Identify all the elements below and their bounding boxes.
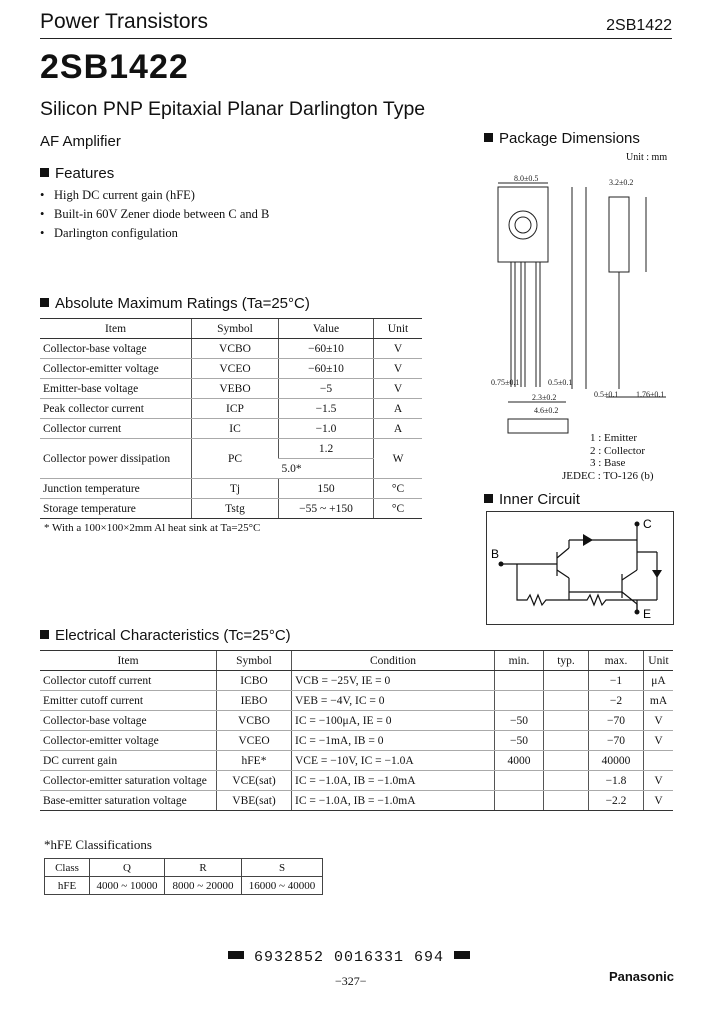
hfe-class-heading: *hFE Classifications: [44, 837, 152, 852]
table-cell: [544, 731, 589, 751]
table-cell: Collector cutoff current: [40, 671, 217, 691]
diode-icon: [652, 570, 662, 578]
table-cell: −2: [589, 691, 644, 711]
table-row: [40, 359, 422, 379]
inner-circuit-box: [486, 511, 674, 625]
col-header: Item: [40, 651, 217, 671]
table-cell: Class: [45, 859, 90, 877]
part-title: 2SB1422: [40, 48, 189, 86]
table-cell: [544, 751, 589, 771]
table-cell: V: [374, 379, 423, 399]
table-cell: −50: [495, 711, 544, 731]
table-cell: V: [644, 771, 674, 791]
svg-text:1.76±0.1: 1.76±0.1: [636, 390, 665, 399]
table-cell: VCB = −25V, IE = 0: [292, 671, 495, 691]
table-row: [40, 671, 673, 691]
page-number: −327−: [335, 974, 367, 988]
table-cell: [495, 671, 544, 691]
table-cell: IC: [192, 419, 279, 439]
bar-mark-icon: [228, 951, 244, 959]
inner-circuit-schematic: [487, 512, 673, 624]
square-bullet-icon: [40, 168, 49, 177]
table-cell: Emitter-base voltage: [40, 379, 192, 399]
table-row: [40, 731, 673, 751]
table-cell: VCBO: [192, 339, 279, 359]
table-cell: −5: [279, 379, 374, 399]
table-cell: IC = −1mA, IB = 0: [292, 731, 495, 751]
table-cell: Base-emitter saturation voltage: [40, 791, 217, 811]
table-cell: Q: [90, 859, 165, 877]
table-cell: IEBO: [217, 691, 292, 711]
pin-label: 3 : Base: [590, 457, 626, 469]
table-cell: [544, 691, 589, 711]
svg-text:4.6±0.2: 4.6±0.2: [534, 406, 559, 415]
table-cell: −1: [589, 671, 644, 691]
table-row: [40, 419, 422, 439]
col-header: Unit: [374, 319, 423, 339]
table-cell: Tj: [192, 479, 279, 499]
electrical-table: [40, 650, 673, 811]
table-cell: 4000: [495, 751, 544, 771]
table-cell: ICBO: [217, 671, 292, 691]
table-cell: R: [165, 859, 242, 877]
col-header: Value: [279, 319, 374, 339]
table-cell: DC current gain: [40, 751, 217, 771]
inner-circuit-heading: Inner Circuit: [484, 491, 580, 508]
pin-label: 2 : Collector: [590, 444, 645, 457]
table-cell: VCEO: [217, 731, 292, 751]
table-row: [40, 339, 422, 359]
table-cell: 150: [279, 479, 374, 499]
table-cell: −1.0: [279, 419, 374, 439]
table-cell: −60±10: [279, 359, 374, 379]
col-header: Symbol: [192, 319, 279, 339]
table-cell: −50: [495, 731, 544, 751]
table-row: [40, 479, 422, 499]
table-row: [40, 791, 673, 811]
svg-text:0.75±0.1: 0.75±0.1: [491, 378, 520, 387]
table-cell: −1.5: [279, 399, 374, 419]
abs-max-note: * With a 100×100×2mm Al heat sink at Ta=25°C: [44, 522, 261, 534]
table-cell: [495, 691, 544, 711]
jedec-label: JEDEC : TO-126 (b): [562, 470, 654, 482]
table-row: [45, 859, 323, 877]
zener-diode-icon: [583, 534, 593, 546]
svg-text:3.2±0.2: 3.2±0.2: [609, 178, 634, 187]
abs-max-heading: Absolute Maximum Ratings (Ta=25°C): [40, 295, 310, 312]
table-cell: VBE(sat): [217, 791, 292, 811]
table-cell: hFE: [45, 877, 90, 895]
table-cell: −2.2: [589, 791, 644, 811]
square-bullet-icon: [484, 133, 493, 142]
table-cell: Collector-emitter saturation voltage: [40, 771, 217, 791]
base-label: B: [491, 547, 500, 561]
table-row: [40, 691, 673, 711]
hfe-class-table: [44, 858, 323, 895]
feature-item: • Darlington configulation: [40, 224, 269, 243]
square-bullet-icon: [40, 630, 49, 639]
table-cell: μA: [644, 671, 674, 691]
electrical-heading: Electrical Characteristics (Tc=25°C): [40, 627, 291, 644]
table-cell: °C: [374, 479, 423, 499]
table-cell: Junction temperature: [40, 479, 192, 499]
table-cell: 1.2: [279, 439, 374, 459]
table-cell: [544, 671, 589, 691]
footer-code: 6932852 0016331 694: [254, 949, 445, 966]
header-category: Power Transistors: [40, 10, 209, 33]
table-cell: Collector-base voltage: [40, 339, 192, 359]
table-cell: hFE*: [217, 751, 292, 771]
table-cell: ICP: [192, 399, 279, 419]
table-cell: V: [374, 359, 423, 379]
svg-text:0.5±0.1: 0.5±0.1: [594, 390, 619, 399]
table-cell: °C: [374, 499, 423, 519]
svg-text:0.5±0.1: 0.5±0.1: [548, 378, 573, 387]
table-cell: 16000 ~ 40000: [242, 877, 323, 895]
table-cell: Tstg: [192, 499, 279, 519]
table-cell: Collector-emitter voltage: [40, 359, 192, 379]
bar-mark-icon: [454, 951, 470, 959]
package-unit: Unit : mm: [626, 152, 668, 163]
table-cell: 8000 ~ 20000: [165, 877, 242, 895]
subtitle: Silicon PNP Epitaxial Planar Darlington Type: [40, 98, 426, 120]
table-cell: A: [374, 419, 423, 439]
svg-text:8.0±0.5: 8.0±0.5: [514, 174, 539, 183]
table-cell: Emitter cutoff current: [40, 691, 217, 711]
table-cell: Peak collector current: [40, 399, 192, 419]
table-cell: Storage temperature: [40, 499, 192, 519]
table-cell: IC = −100μA, IE = 0: [292, 711, 495, 731]
table-cell: [544, 771, 589, 791]
table-cell: V: [374, 339, 423, 359]
table-cell: VCEO: [192, 359, 279, 379]
table-header-row: [40, 319, 422, 339]
table-cell: mA: [644, 691, 674, 711]
header-part-number: 2SB1422: [606, 17, 672, 34]
emitter-label: E: [643, 607, 652, 621]
square-bullet-icon: [40, 298, 49, 307]
pin-label: 1 : Emitter: [590, 432, 638, 444]
table-cell: VEB = −4V, IC = 0: [292, 691, 495, 711]
footer-barcode: [228, 949, 470, 966]
table-cell: 40000: [589, 751, 644, 771]
package-heading: Package Dimensions: [484, 130, 640, 147]
table-cell: 4000 ~ 10000: [90, 877, 165, 895]
col-header: Item: [40, 319, 192, 339]
table-row: [40, 711, 673, 731]
table-cell: [644, 751, 674, 771]
table-cell: VCE = −10V, IC = −1.0A: [292, 751, 495, 771]
package-body-side: [609, 197, 629, 272]
abs-max-table: [40, 318, 422, 519]
table-cell: V: [644, 731, 674, 751]
application: AF Amplifier: [40, 133, 121, 150]
table-cell: [544, 711, 589, 731]
table-cell: V: [644, 711, 674, 731]
table-cell: W: [374, 439, 423, 479]
table-cell: Collector power dissipation: [40, 439, 192, 479]
table-cell: [495, 791, 544, 811]
table-cell: −55 ~ +150: [279, 499, 374, 519]
feature-item: • Built-in 60V Zener diode between C and B: [40, 205, 269, 224]
pin-legend: [590, 432, 645, 470]
table-cell: PC: [192, 439, 279, 479]
table-cell: VEBO: [192, 379, 279, 399]
table-cell: −60±10: [279, 339, 374, 359]
table-cell: [544, 791, 589, 811]
table-row: [40, 399, 422, 419]
table-cell: [495, 771, 544, 791]
table-cell: A: [374, 399, 423, 419]
table-cell: 5.0*: [279, 459, 374, 479]
table-cell: −70: [589, 711, 644, 731]
table-cell: −1.8: [589, 771, 644, 791]
features-heading: Features: [40, 165, 114, 182]
table-row: [40, 379, 422, 399]
col-header: typ.: [544, 651, 589, 671]
table-cell: −70: [589, 731, 644, 751]
mounting-hole: [509, 211, 537, 239]
table-cell: Collector current: [40, 419, 192, 439]
table-cell: Collector-base voltage: [40, 711, 217, 731]
col-header: max.: [589, 651, 644, 671]
header-rule: [40, 38, 672, 39]
square-bullet-icon: [484, 494, 493, 503]
col-header: Symbol: [217, 651, 292, 671]
table-cell: VCBO: [217, 711, 292, 731]
table-cell: IC = −1.0A, IB = −1.0mA: [292, 791, 495, 811]
features-list: [40, 186, 269, 243]
svg-text:2.3±0.2: 2.3±0.2: [532, 393, 557, 402]
col-header: Unit: [644, 651, 674, 671]
col-header: min.: [495, 651, 544, 671]
table-row: [40, 439, 422, 459]
package-body-front: [498, 187, 548, 262]
table-cell: Collector-emitter voltage: [40, 731, 217, 751]
table-row: [40, 751, 673, 771]
col-header: Condition: [292, 651, 495, 671]
feature-item: • High DC current gain (hFE): [40, 186, 269, 205]
collector-label: C: [643, 517, 652, 531]
table-cell: S: [242, 859, 323, 877]
table-cell: V: [644, 791, 674, 811]
table-cell: IC = −1.0A, IB = −1.0mA: [292, 771, 495, 791]
brand-logo: Panasonic: [608, 969, 674, 984]
table-row: [40, 771, 673, 791]
table-cell: VCE(sat): [217, 771, 292, 791]
table-row: [40, 499, 422, 519]
table-header-row: [40, 651, 673, 671]
table-row: [45, 877, 323, 895]
